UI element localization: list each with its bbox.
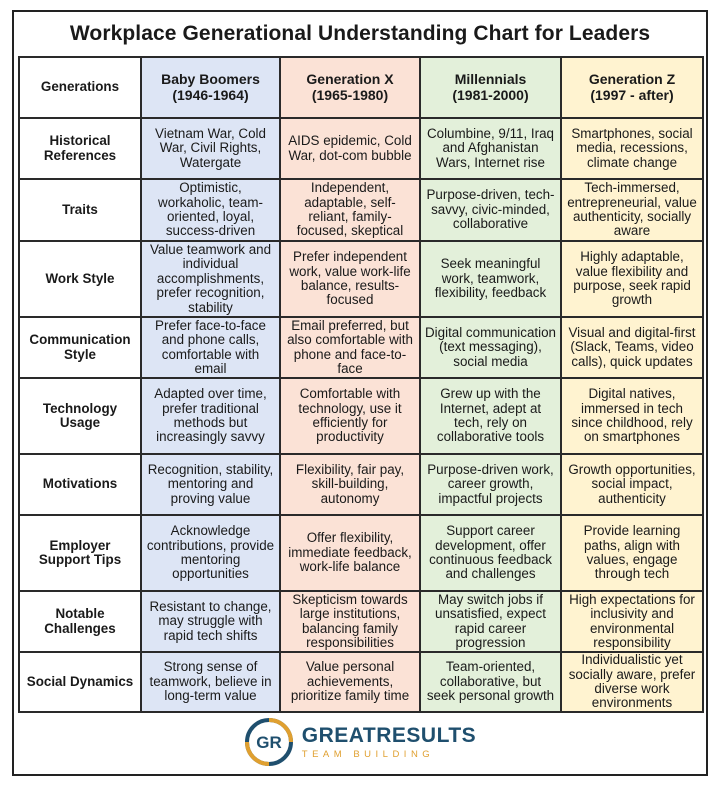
table-cell: Vietnam War, Cold War, Civil Rights, Watergate — [141, 118, 280, 179]
row-label: Employer Support Tips — [19, 515, 141, 591]
chart-frame — [12, 10, 708, 776]
table-cell: Tech-immersed, entrepreneurial, value authenticity, socially aware — [561, 179, 703, 241]
table-cell: Columbine, 9/11, Iraq and Afghanistan Wars, Internet rise — [420, 118, 561, 179]
table-cell: Provide learning paths, align with values, engage through tech — [561, 515, 703, 591]
table-cell: Optimistic, workaholic, team-oriented, loyal, success-driven — [141, 179, 280, 241]
table-cell: Team-oriented, collaborative, but seek personal growth — [420, 652, 561, 712]
table-cell: Skepticism towards large institutions, balancing family responsibilities — [280, 591, 420, 652]
table-cell: Value teamwork and individual accomplishments, prefer recognition, stability — [141, 241, 280, 317]
svg-text:GR: GR — [256, 733, 282, 752]
row-label: Motivations — [19, 454, 141, 515]
table-cell: Seek meaningful work, teamwork, flexibility, feedback — [420, 241, 561, 317]
row-label: Social Dynamics — [19, 652, 141, 712]
table-cell: Offer flexibility, immediate feedback, work-life balance — [280, 515, 420, 591]
table-row — [19, 652, 703, 712]
generational-table — [18, 56, 704, 713]
gr-monogram-icon — [244, 717, 294, 767]
table-cell: Recognition, stability, mentoring and proving value — [141, 454, 280, 515]
table-cell: Email preferred, but also comfortable with phone and face-to-face — [280, 317, 420, 378]
generation-z-header: Generation Z (1997 - after) — [561, 57, 703, 118]
table-row — [19, 241, 703, 317]
table-cell: Strong sense of teamwork, believe in long-term value — [141, 652, 280, 712]
table-cell: Independent, adaptable, self-reliant, family-focused, skeptical — [280, 179, 420, 241]
row-label: Work Style — [19, 241, 141, 317]
table-cell: Highly adaptable, value flexibility and purpose, seek rapid growth — [561, 241, 703, 317]
table-cell: Comfortable with technology, use it efficiently for productivity — [280, 378, 420, 454]
table-cell: Individualistic yet socially aware, prefer diverse work environments — [561, 652, 703, 712]
table-row — [19, 378, 703, 454]
row-label: Historical References — [19, 118, 141, 179]
table-row — [19, 179, 703, 241]
table-cell: Adapted over time, prefer traditional methods but increasingly savvy — [141, 378, 280, 454]
table-cell: Purpose-driven, tech-savvy, civic-minded, collaborative — [420, 179, 561, 241]
millennials-header: Millennials (1981-2000) — [420, 57, 561, 118]
table-cell: Purpose-driven work, career growth, impactful projects — [420, 454, 561, 515]
table-cell: Digital natives, immersed in tech since childhood, rely on smartphones — [561, 378, 703, 454]
table-cell: AIDS epidemic, Cold War, dot-com bubble — [280, 118, 420, 179]
row-label: Traits — [19, 179, 141, 241]
table-cell: Growth opportunities, social impact, authenticity — [561, 454, 703, 515]
table-cell: Prefer independent work, value work-life balance, results-focused — [280, 241, 420, 317]
chart-title: Workplace Generational Understanding Chart for Leaders — [69, 22, 651, 45]
table-row — [19, 515, 703, 591]
table-cell: Prefer face-to-face and phone calls, comfortable with email — [141, 317, 280, 378]
generations-header: Generations — [19, 57, 141, 118]
table-row — [19, 118, 703, 179]
table-cell: Digital communication (text messaging), social media — [420, 317, 561, 378]
baby-boomers-header: Baby Boomers (1946-1964) — [141, 57, 280, 118]
logo-name: GREATRESULTS — [301, 724, 477, 747]
header-row — [19, 57, 703, 118]
row-label: Notable Challenges — [19, 591, 141, 652]
generation-x-header: Generation X (1965-1980) — [280, 57, 420, 118]
table-cell: Grew up with the Internet, adept at tech, rely on collaborative tools — [420, 378, 561, 454]
logo-wordmark — [302, 724, 476, 760]
row-label: Technology Usage — [19, 378, 141, 454]
table-cell: Value personal achievements, prioritize family time — [280, 652, 420, 712]
table-cell: Visual and digital-first (Slack, Teams, video calls), quick updates — [561, 317, 703, 378]
table-cell: Smartphones, social media, recessions, climate change — [561, 118, 703, 179]
table-row — [19, 317, 703, 378]
table-cell: High expectations for inclusivity and environmental responsibility — [561, 591, 703, 652]
table-cell: Resistant to change, may struggle with rapid tech shifts — [141, 591, 280, 652]
table-row — [19, 454, 703, 515]
table-row — [19, 591, 703, 652]
table-cell: Acknowledge contributions, provide mentoring opportunities — [141, 515, 280, 591]
brand-logo — [14, 712, 706, 772]
table-cell: Flexibility, fair pay, skill-building, autonomy — [280, 454, 420, 515]
table-cell: May switch jobs if unsatisfied, expect rapid career progression — [420, 591, 561, 652]
table-cell: Support career development, offer continuous feedback and challenges — [420, 515, 561, 591]
row-label: Communication Style — [19, 317, 141, 378]
logo-tagline: TEAM BUILDING — [301, 749, 435, 760]
